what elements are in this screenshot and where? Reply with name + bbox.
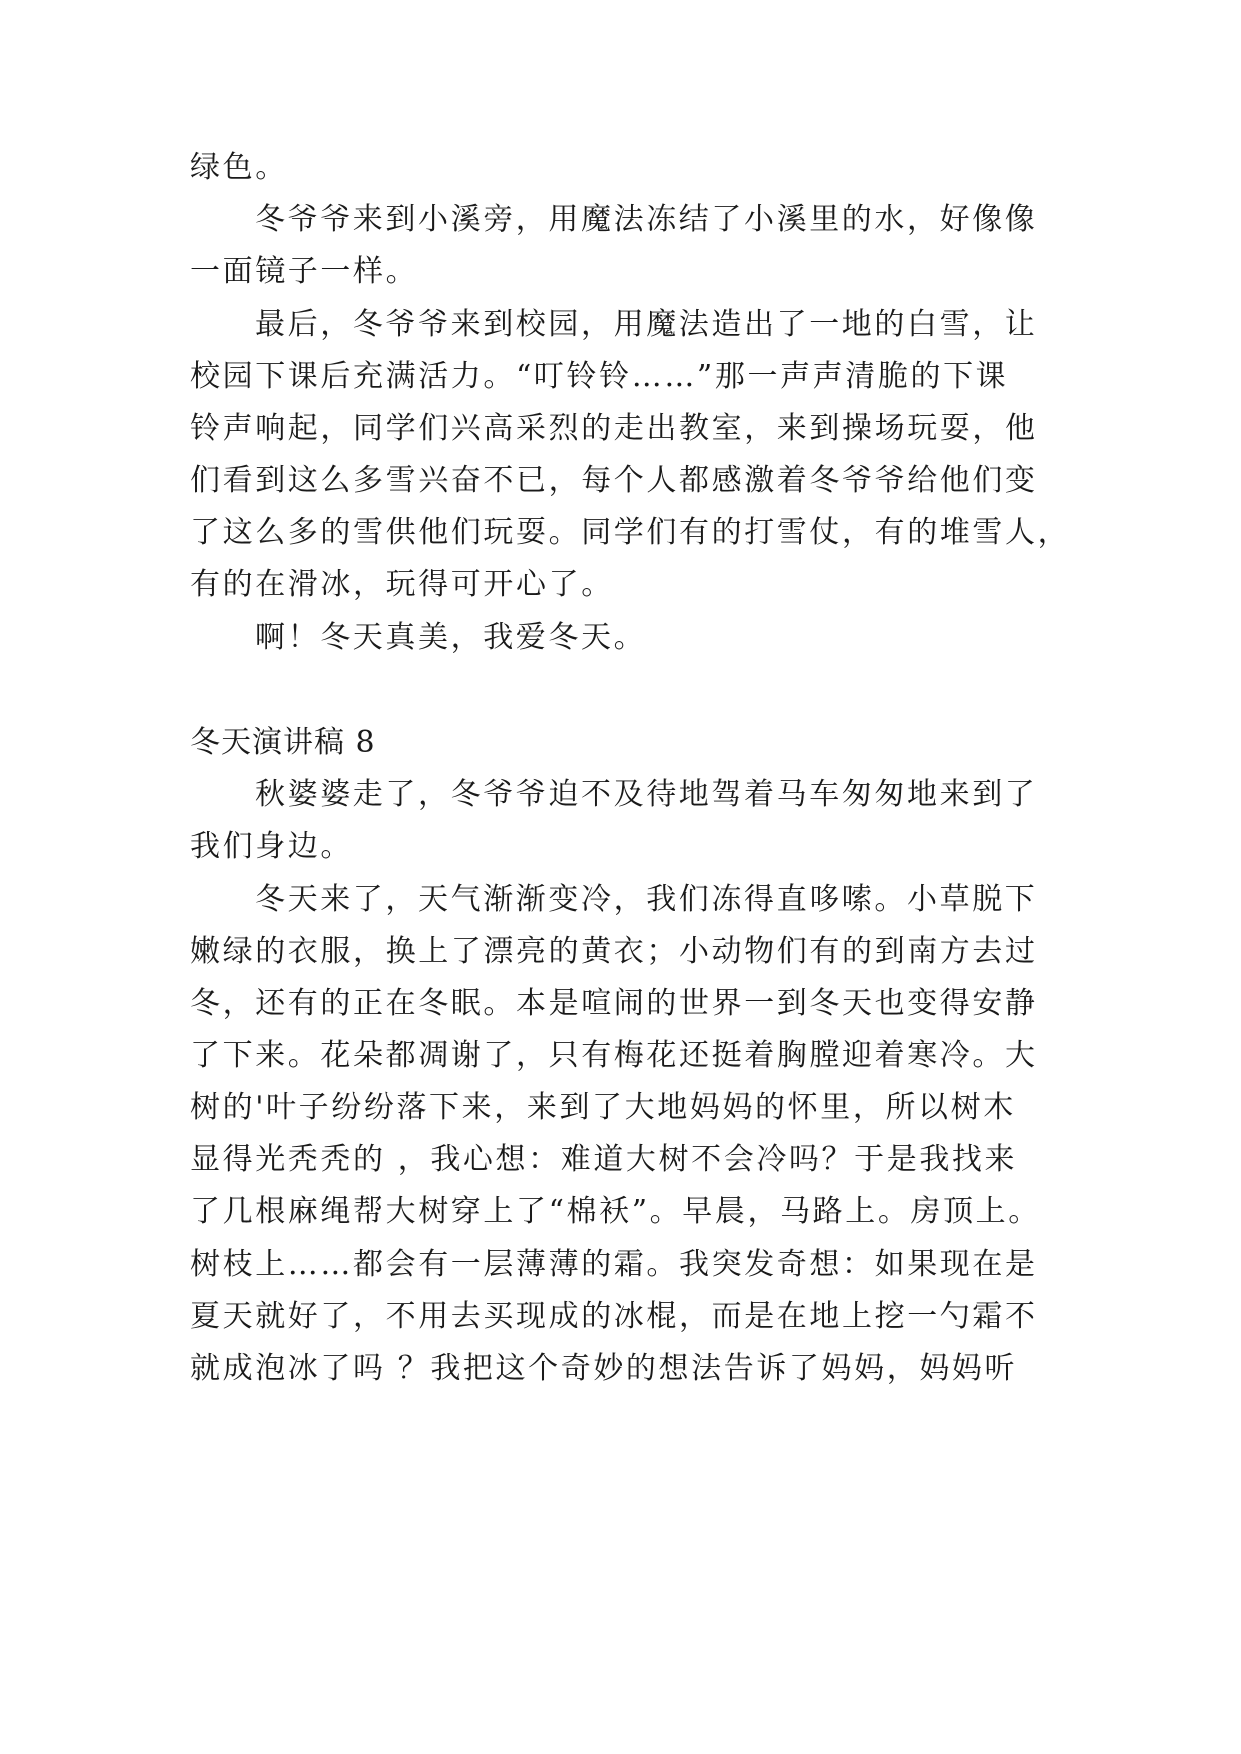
text-line: 嫩绿的衣服，换上了漂亮的黄衣；小动物们有的到南方去过 [190,934,1038,969]
paragraph-start-line: 冬天来了，天气渐渐变冷，我们冻得直哆嗦。小草脱下 [255,882,1038,917]
paragraph-start-line: 冬爷爷来到小溪旁，用魔法冻结了小溪里的水，好像像 [255,202,1038,237]
section-heading: 冬天演讲稿 8 [190,725,376,760]
text-line: 校园下课后充满活力。“叮铃铃……”那一声声清脆的下课 [190,359,1009,394]
text-line: 树的'叶子纷纷落下来，来到了大地妈妈的怀里，所以树木 [190,1090,1016,1125]
paragraph-start-line: 啊！冬天真美，我爱冬天。 [255,620,647,655]
text-line: 就成泡冰了吗 ？我把这个奇妙的想法告诉了妈妈，妈妈听 [190,1351,1018,1386]
text-line: 了这么多的雪供他们玩耍。同学们有的打雪仗，有的堆雪人， [190,515,1071,550]
text-line: 了几根麻绳帮大树穿上了“棉袄”。早晨，马路上。房顶上。 [190,1194,1041,1229]
text-line: 一面镜子一样。 [190,254,419,289]
text-line: 绿色。 [190,150,288,185]
text-line: 们看到这么多雪兴奋不已，每个人都感激着冬爷爷给他们变 [190,463,1038,498]
text-line: 树枝上……都会有一层薄薄的霜。我突发奇想：如果现在是 [190,1247,1038,1282]
text-line: 显得光秃秃的 ，我心想：难道大树不会冷吗？于是我找来 [190,1142,1018,1177]
text-line: 冬，还有的正在冬眠。本是喧闹的世界一到冬天也变得安静 [190,986,1038,1021]
text-line: 有的在滑冰，玩得可开心了。 [190,567,614,602]
text-line: 铃声响起，同学们兴高采烈的走出教室，来到操场玩耍，他 [190,411,1038,446]
text-line: 夏天就好了，不用去买现成的冰棍，而是在地上挖一勺霜不 [190,1299,1038,1334]
text-line: 我们身边。 [190,829,353,864]
paragraph-start-line: 秋婆婆走了，冬爷爷迫不及待地驾着马车匆匆地来到了 [255,777,1038,812]
paragraph-start-line: 最后，冬爷爷来到校园，用魔法造出了一地的白雪，让 [255,307,1038,342]
text-line: 了下来。花朵都凋谢了，只有梅花还挺着胸膛迎着寒冷。大 [190,1038,1038,1073]
